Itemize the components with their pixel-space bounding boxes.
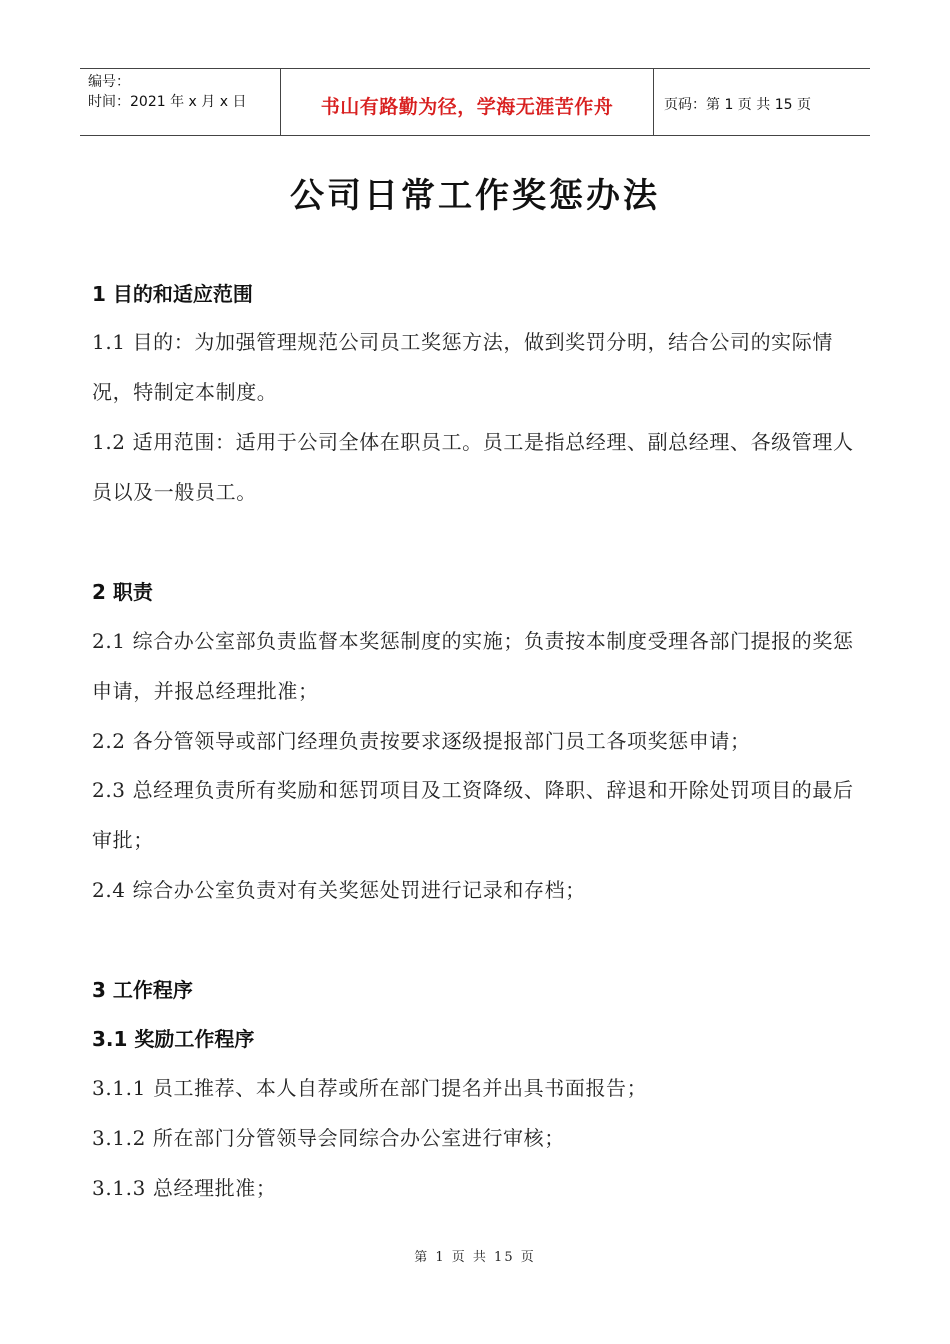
- page-code-text: 页码：第 1 页 共 15 页: [664, 97, 811, 113]
- paragraph-2-3: 2.3 总经理负责所有奖励和惩罚项目及工资降级、降职、辞退和开除处罚项目的最后审批；: [92, 778, 854, 852]
- paragraph-2-2: 2.2 各分管领导或部门经理负责按要求逐级提报部门员工各项奖惩申请；: [92, 729, 751, 753]
- motto-text: 书山有路勤为径，学海无涯苦作舟: [320, 95, 614, 118]
- header-motto-cell: [281, 69, 654, 135]
- paragraph-1-2: 1.2 适用范围：适用于公司全体在职员工。员工是指总经理、副总经理、各级管理人员以及一般员工。: [92, 430, 854, 504]
- paragraph-3-1-1: 3.1.1 员工推荐、本人自荐或所在部门提名并出具书面报告；: [92, 1076, 648, 1100]
- header-page-code: [654, 69, 870, 135]
- section-1-heading: 1 目的和适应范围: [92, 282, 253, 306]
- paragraph-1-1: 1.1 目的：为加强管理规范公司员工奖惩方法，做到奖罚分明，结合公司的实际情况，特制定本制度。: [92, 330, 833, 404]
- header-meta: [80, 69, 281, 135]
- section-3-heading: 3 工作程序: [92, 978, 193, 1002]
- document-title: 公司日常工作奖惩办法: [290, 176, 660, 216]
- page-footer: 第 1 页 共 15 页: [414, 1250, 536, 1265]
- paragraph-2-1: 2.1 综合办公室部负责监督本奖惩制度的实施；负责按本制度受理各部门提报的奖惩申请，并报总经理批准；: [92, 629, 854, 703]
- paragraph-3-1-3: 3.1.3 总经理批准；: [92, 1176, 277, 1200]
- paragraph-2-4: 2.4 综合办公室负责对有关奖惩处罚进行记录和存档；: [92, 878, 586, 902]
- paragraph-3-1-2: 3.1.2 所在部门分管领导会同综合办公室进行审核；: [92, 1126, 565, 1150]
- number-label: 编号：: [88, 74, 130, 90]
- section-3-1-heading: 3.1 奖励工作程序: [92, 1027, 255, 1051]
- document-header: [80, 68, 870, 136]
- time-label: 时间：2021 年 x 月 x 日: [88, 94, 247, 110]
- section-2-heading: 2 职责: [92, 580, 153, 604]
